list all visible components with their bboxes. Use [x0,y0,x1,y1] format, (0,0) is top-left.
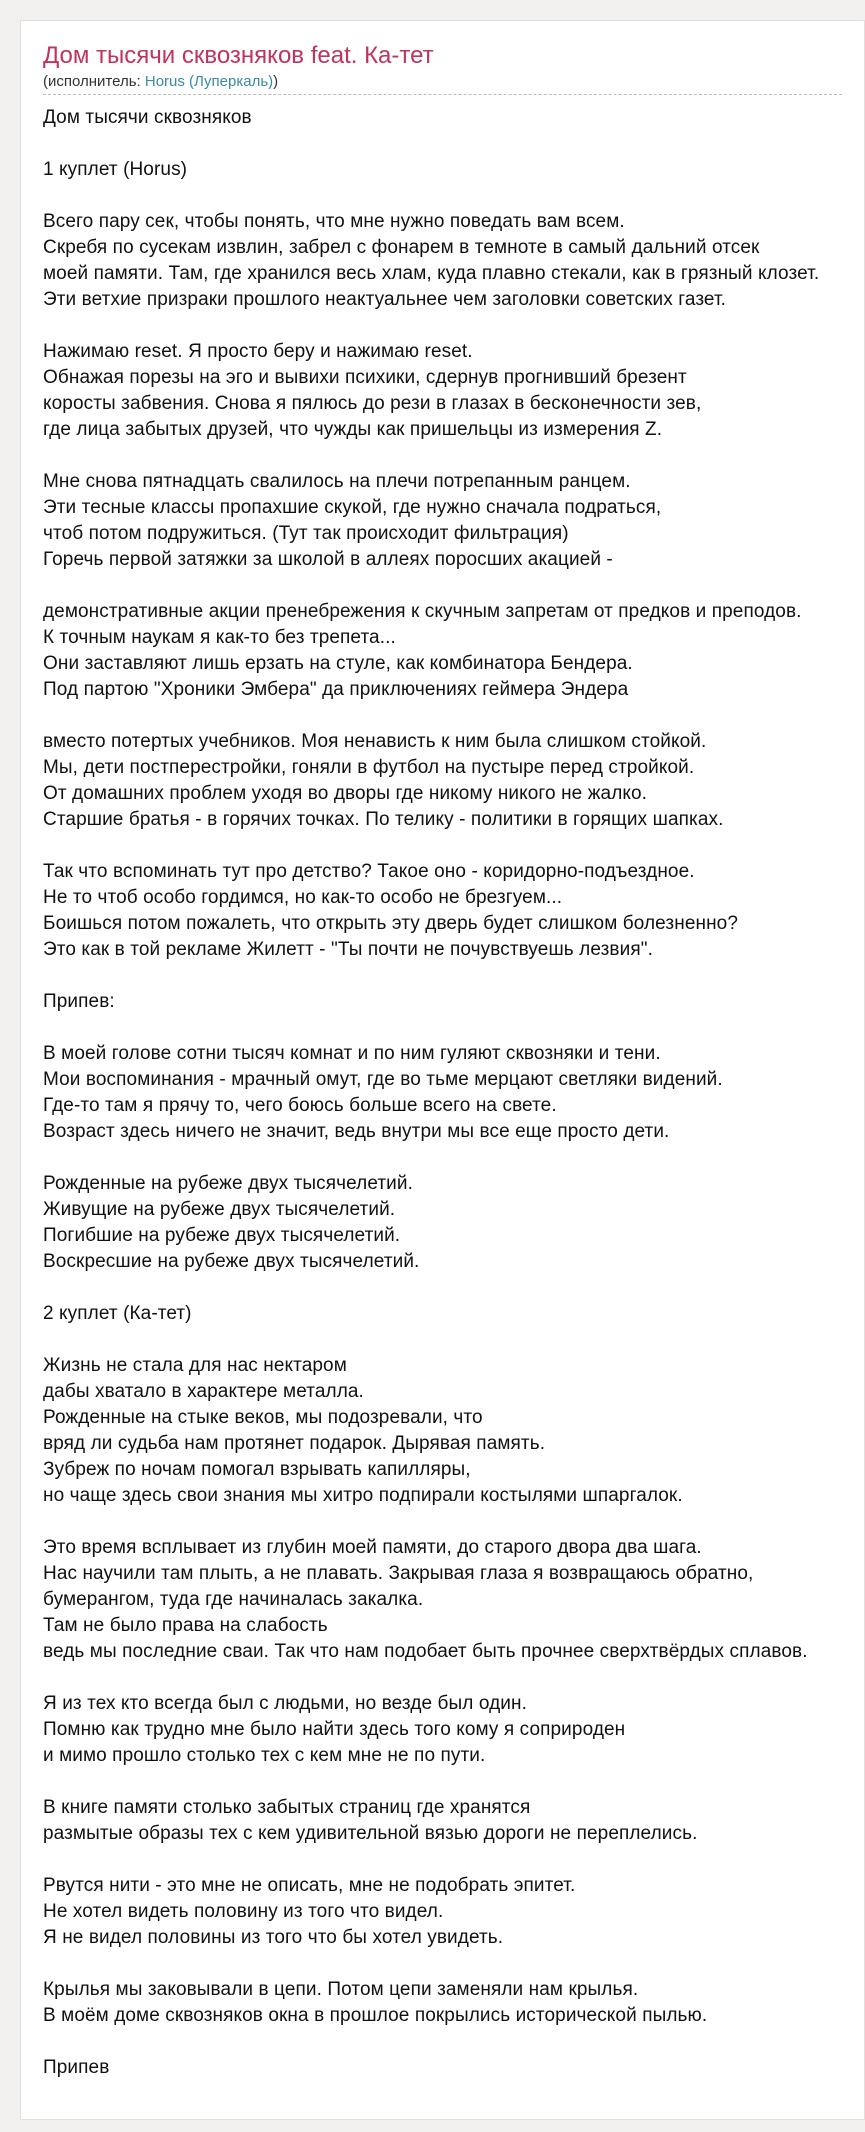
page-title: Дом тысячи сквозняков feat. Ка-тет [43,42,434,69]
lyric-line: Горечь первой затяжки за школой в аллеях поросших акацией - [43,549,613,570]
lyric-line: Припев [43,2057,110,2078]
lyric-line [43,1951,854,1977]
lyric-line: вряд ли судьба нам протянет подарок. Дырявая память. [43,1433,546,1454]
performer-suffix: ) [273,73,279,90]
lyric-line: бумерангом, туда где начиналась закалка. [43,1589,424,1610]
lyric-line: где лица забытых друзей, что чужды как пришельцы из измерения Z. [43,419,663,440]
lyric-line: Не то чтоб особо гордимся, но как-то особо не брезгуем... [43,887,563,908]
lyric-line: Рвутся нити - это мне не описать, мне не подобрать эпитет. [43,1875,576,1896]
lyric-line: Где-то там я прячу то, чего боюсь больше всего на свете. [43,1095,557,1116]
lyric-line: Погибшие на рубеже двух тысячелетий. [43,1225,401,1246]
performer-prefix: (исполнитель: [43,73,145,90]
lyric-line [43,1665,854,1691]
lyric-line [43,1145,854,1171]
lyric-line: Мои воспоминания - мрачный омут, где во тьме мерцают светляки видений. [43,1069,723,1090]
lyric-line [43,703,854,729]
lyric-line: 2 куплет (Ка-тет) [43,1303,192,1324]
lyric-line [43,313,854,339]
lyrics-text [43,105,854,2081]
lyric-line: Рожденные на рубеже двух тысячелетий. [43,1173,413,1194]
lyric-line: Эти тесные классы пропахшие скукой, где нужно сначала подраться, [43,497,662,518]
lyric-line [43,1275,854,1301]
lyric-line: Возраст здесь ничего не значит, ведь внутри мы все еще просто дети. [43,1121,670,1142]
lyric-line: В книге памяти столько забытых страниц где хранятся [43,1797,531,1818]
lyric-line: Не хотел видеть половину из того что видел. [43,1901,444,1922]
lyric-line: Мне снова пятнадцать свалилось на плечи потрепанным ранцем. [43,471,631,492]
lyric-line [43,443,854,469]
lyric-line: Боишься потом пожалеть, что открыть эту дверь будет слишком болезненно? [43,913,739,934]
lyric-line: Нас научили там плыть, а не плавать. Закрывая глаза я возвращаюсь обратно, [43,1563,754,1584]
lyric-line: дабы хватало в характере металла. [43,1381,364,1402]
lyric-line: Я не видел половины из того что бы хотел увидеть. [43,1927,504,1948]
lyric-line [43,183,854,209]
lyric-line: Дом тысячи сквозняков [43,107,252,128]
lyric-line [43,573,854,599]
lyric-line [43,131,854,157]
lyric-line: Это как в той рекламе Жилетт - "Ты почти не почувствуешь лезвия". [43,939,653,960]
lyric-line: размытые образы тех с кем удивительной вязью дороги не переплелись. [43,1823,698,1844]
lyric-line: От домашних проблем уходя во дворы где никому никого не жалко. [43,783,648,804]
lyric-line: Жизнь не стала для нас нектаром [43,1355,347,1376]
lyric-line: В моей голове сотни тысяч комнат и по ним гуляют сквозняки и тени. [43,1043,661,1064]
lyric-line: Обнажая порезы на эго и вывихи психики, сдернув прогнивший брезент [43,367,687,388]
lyric-line: Мы, дети постперестройки, гоняли в футбол на пустыре перед стройкой. [43,757,695,778]
lyric-line: Под партою "Хроники Эмбера" да приключениях геймера Эндера [43,679,629,700]
lyric-line: К точным наукам я как-то без трепета... [43,627,396,648]
lyric-line: Старшие братья - в горячих точках. По телику - политики в горящих шапках. [43,809,724,830]
lyrics-card [20,20,865,2120]
lyric-line [43,2029,854,2055]
lyric-line: коросты забвения. Снова я пялюсь до рези в глазах в бесконечности зев, [43,393,702,414]
lyric-line [43,833,854,859]
lyric-line: Припев: [43,991,115,1012]
lyric-line: Воскресшие на рубеже двух тысячелетий. [43,1251,420,1272]
lyric-line: Зубреж по ночам помогал взрывать капилляры, [43,1459,471,1480]
lyric-line [43,1327,854,1353]
lyric-line: чтоб потом подружиться. (Тут так происходит фильтрация) [43,523,569,544]
song-header [43,41,842,95]
performer-link[interactable]: Horus (Луперкаль) [144,73,274,90]
lyric-line: Эти ветхие призраки прошлого неактуальнее чем заголовки советских газет. [43,289,727,310]
lyric-line: Всего пару сек, чтобы понять, что мне нужно поведать вам всем. [43,211,625,232]
lyric-line: моей памяти. Там, где хранился весь хлам, куда плавно стекали, как в грязный клозет. [43,263,820,284]
lyric-line: Помню как трудно мне было найти здесь того кому я соприроден [43,1719,626,1740]
lyric-line [43,1847,854,1873]
lyric-line: Крылья мы заковывали в цепи. Потом цепи заменяли нам крылья. [43,1979,639,2000]
lyric-line: Рожденные на стыке веков, мы подозревали, что [43,1407,483,1428]
lyric-line: Скребя по сусекам извлин, забрел с фонарем в темноте в самый дальний отсек [43,237,760,258]
lyric-line: демонстративные акции пренебрежения к скучным запретам от предков и преподов. [43,601,802,622]
lyric-line: Нажимаю reset. Я просто беру и нажимаю reset. [43,341,473,362]
lyric-line: ведь мы последние сваи. Так что нам подобает быть прочнее сверхтвёрдых сплавов. [43,1641,808,1662]
lyric-line: В моём доме сквозняков окна в прошлое покрылись исторической пылью. [43,2005,708,2026]
lyric-line: Я из тех кто всегда был с людьми, но везде был один. [43,1693,527,1714]
lyric-line [43,963,854,989]
lyric-line [43,1509,854,1535]
lyric-line: но чаще здесь свои знания мы хитро подпирали костылями шпаргалок. [43,1485,683,1506]
lyric-line [43,1769,854,1795]
performer-line [43,72,842,95]
lyric-line: Там не было права на слабость [43,1615,328,1636]
lyric-line: вместо потертых учебников. Моя ненависть к ним была слишком стойкой. [43,731,707,752]
lyric-line: Так что вспоминать тут про детство? Такое оно - коридорно-подъездное. [43,861,695,882]
lyric-line: и мимо прошло столько тех с кем мне не по пути. [43,1745,486,1766]
lyric-line [43,1015,854,1041]
lyric-line: Это время всплывает из глубин моей памяти, до старого двора два шага. [43,1537,702,1558]
lyric-line: Живущие на рубеже двух тысячелетий. [43,1199,396,1220]
lyric-line: 1 куплет (Horus) [43,159,188,180]
lyric-line: Они заставляют лишь ерзать на стуле, как комбинатора Бендера. [43,653,633,674]
